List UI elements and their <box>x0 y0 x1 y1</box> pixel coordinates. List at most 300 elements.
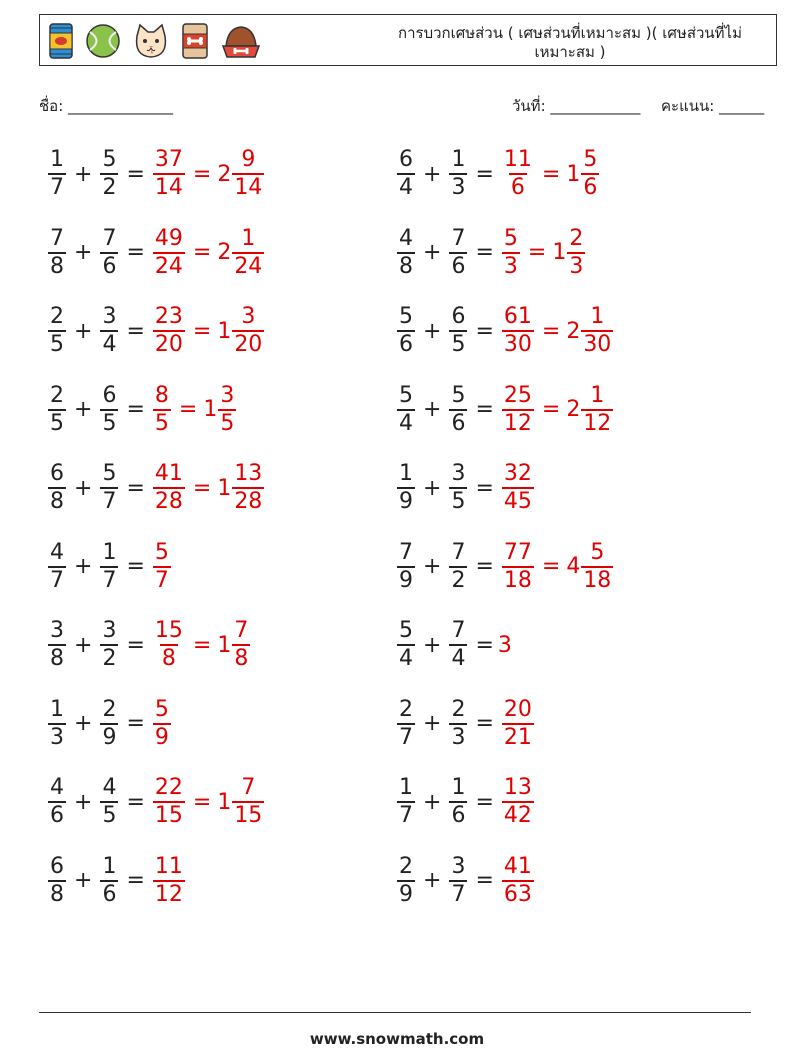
fraction <box>100 618 118 672</box>
problem-item <box>44 615 254 675</box>
answer-fraction <box>567 226 585 280</box>
denominator: 4 <box>451 646 466 671</box>
numerator: 20 <box>503 696 532 722</box>
answer <box>498 304 617 358</box>
denominator: 3 <box>569 253 584 279</box>
problem-item <box>393 144 603 204</box>
answer-fraction <box>502 147 534 201</box>
answer-fraction <box>232 775 264 829</box>
numerator: 5 <box>154 539 169 565</box>
answer <box>498 775 538 829</box>
numerator: 6 <box>50 461 64 486</box>
denominator: 24 <box>234 253 263 279</box>
plus-sign: + <box>423 632 442 658</box>
equals-sign: = <box>527 240 547 265</box>
numerator: 4 <box>50 775 64 800</box>
numerator: 7 <box>234 618 249 643</box>
fraction <box>48 775 66 829</box>
dog-bowl-icon <box>220 22 262 60</box>
denominator: 5 <box>154 410 169 436</box>
denominator: 28 <box>154 489 183 514</box>
plus-sign: + <box>423 711 442 736</box>
numerator: 2 <box>50 304 64 329</box>
equals-sign: = <box>126 318 145 344</box>
denominator: 8 <box>234 646 249 671</box>
answer-whole: 3 <box>497 632 512 658</box>
answer-fraction <box>153 854 185 908</box>
answer <box>149 618 254 672</box>
numerator: 22 <box>154 775 183 800</box>
answer-fraction <box>153 304 185 358</box>
numerator: 4 <box>399 225 413 251</box>
denominator: 2 <box>451 567 466 593</box>
denominator: 7 <box>102 567 117 593</box>
problem-item <box>393 301 617 361</box>
mixed-whole: 2 <box>217 240 232 265</box>
mixed-whole: 1 <box>217 632 232 658</box>
plus-sign: + <box>423 868 442 893</box>
answer-fraction <box>232 618 250 672</box>
numerator: 2 <box>399 853 413 879</box>
numerator: 4 <box>102 775 117 800</box>
plus-sign: + <box>74 789 93 815</box>
numerator: 1 <box>50 147 64 172</box>
problem-item <box>393 223 589 283</box>
numerator: 11 <box>154 853 183 879</box>
fraction <box>449 618 467 672</box>
answer-fraction <box>153 226 185 280</box>
denominator: 5 <box>102 410 117 436</box>
fraction <box>100 854 118 908</box>
equals-sign: = <box>192 318 212 344</box>
numerator: 77 <box>503 539 532 565</box>
fraction <box>100 383 118 437</box>
answer <box>498 697 538 751</box>
plus-sign: + <box>74 161 93 187</box>
denominator: 3 <box>50 724 64 750</box>
fraction <box>397 854 415 908</box>
denominator: 9 <box>399 489 413 514</box>
problem-item <box>44 458 268 518</box>
equals-sign: = <box>192 789 212 815</box>
problem-item <box>44 144 268 204</box>
problem-item <box>393 615 512 675</box>
plus-sign: + <box>423 475 442 501</box>
fraction <box>449 147 467 201</box>
denominator: 8 <box>50 489 64 514</box>
denominator: 9 <box>154 724 169 750</box>
denominator: 7 <box>399 724 413 750</box>
numerator: 1 <box>590 382 605 408</box>
answer <box>149 540 175 594</box>
fraction <box>397 775 415 829</box>
problem-item <box>44 694 175 754</box>
numerator: 3 <box>451 853 466 879</box>
plus-sign: + <box>74 554 93 579</box>
denominator: 4 <box>102 332 117 357</box>
mixed-whole: 1 <box>552 240 567 265</box>
denominator: 14 <box>154 175 183 200</box>
answer <box>149 461 268 515</box>
answer-fraction <box>153 540 171 594</box>
numerator: 2 <box>451 696 466 722</box>
answer-fraction <box>153 775 185 829</box>
equals-sign: = <box>475 711 494 736</box>
answer-fraction <box>502 697 534 751</box>
plus-sign: + <box>74 868 93 893</box>
plus-sign: + <box>74 475 93 501</box>
denominator: 8 <box>50 881 64 907</box>
numerator: 1 <box>50 696 64 722</box>
problem-item <box>44 380 240 440</box>
plus-sign: + <box>74 240 93 265</box>
denominator: 3 <box>451 724 466 750</box>
numerator: 5 <box>102 461 117 486</box>
answer <box>498 540 617 594</box>
plus-sign: + <box>423 789 442 815</box>
plus-sign: + <box>423 240 442 265</box>
numerator: 2 <box>50 382 64 408</box>
equals-sign: = <box>475 161 494 187</box>
fraction <box>397 304 415 358</box>
problem-item <box>44 537 175 597</box>
numerator: 1 <box>241 225 256 251</box>
denominator: 9 <box>399 881 413 907</box>
answer-fraction <box>581 147 599 201</box>
mixed-whole: 1 <box>217 789 232 815</box>
numerator: 1 <box>399 461 413 486</box>
denominator: 8 <box>161 646 176 671</box>
numerator: 5 <box>399 304 413 329</box>
numerator: 6 <box>399 147 413 172</box>
answer-fraction <box>502 854 534 908</box>
equals-sign: = <box>541 554 561 579</box>
denominator: 5 <box>50 332 64 357</box>
equals-sign: = <box>192 475 212 501</box>
denominator: 5 <box>220 410 235 436</box>
denominator: 9 <box>399 567 413 593</box>
fraction <box>48 854 66 908</box>
denominator: 30 <box>583 332 612 357</box>
numerator: 6 <box>451 304 466 329</box>
equals-sign: = <box>192 161 212 187</box>
equals-sign: = <box>475 554 494 579</box>
numerator: 7 <box>399 539 413 565</box>
denominator: 63 <box>503 881 532 907</box>
answer-fraction <box>502 540 534 594</box>
mixed-whole: 1 <box>566 161 581 187</box>
denominator: 8 <box>50 253 64 279</box>
numerator: 15 <box>154 618 183 643</box>
mixed-whole: 1 <box>217 318 232 344</box>
fraction <box>100 775 118 829</box>
problem-item <box>393 694 538 754</box>
answer-fraction <box>581 540 613 594</box>
mixed-whole: 2 <box>566 397 581 422</box>
numerator: 2 <box>399 696 413 722</box>
numerator: 49 <box>154 225 183 251</box>
numerator: 25 <box>503 382 532 408</box>
numerator: 5 <box>590 539 605 565</box>
icon-strip <box>48 21 262 61</box>
fraction <box>48 461 66 515</box>
denominator: 2 <box>102 646 117 671</box>
answer-fraction <box>502 775 534 829</box>
plus-sign: + <box>423 554 442 579</box>
treat-box-icon <box>180 22 210 60</box>
numerator: 11 <box>503 147 532 172</box>
problem-item <box>44 301 268 361</box>
equals-sign: = <box>541 161 561 187</box>
denominator: 7 <box>451 881 466 907</box>
worksheet-header <box>39 14 777 66</box>
answer-fraction <box>502 226 520 280</box>
denominator: 6 <box>102 881 117 907</box>
numerator: 13 <box>503 775 532 800</box>
problem-item <box>393 380 617 440</box>
fraction <box>100 697 118 751</box>
denominator: 8 <box>399 253 413 279</box>
fraction <box>48 147 66 201</box>
fraction <box>397 461 415 515</box>
numerator: 32 <box>503 461 532 486</box>
fraction <box>100 226 118 280</box>
equals-sign: = <box>541 397 561 422</box>
numerator: 7 <box>451 618 466 643</box>
answer-fraction <box>153 461 185 515</box>
denominator: 4 <box>399 410 413 436</box>
numerator: 8 <box>154 382 169 408</box>
mixed-whole: 1 <box>217 475 232 501</box>
numerator: 5 <box>399 382 413 408</box>
fraction <box>449 383 467 437</box>
denominator: 15 <box>234 803 263 828</box>
equals-sign: = <box>475 318 494 344</box>
numerator: 1 <box>102 539 117 565</box>
denominator: 6 <box>451 253 466 279</box>
fraction <box>449 854 467 908</box>
score-field: คะแนน: ______ <box>661 97 765 115</box>
fraction <box>397 540 415 594</box>
denominator: 3 <box>451 175 466 200</box>
fraction <box>100 461 118 515</box>
fraction <box>449 226 467 280</box>
numerator: 1 <box>451 147 466 172</box>
numerator: 1 <box>590 304 605 329</box>
denominator: 6 <box>50 803 64 828</box>
numerator: 6 <box>50 853 64 879</box>
fraction <box>449 304 467 358</box>
plus-sign: + <box>423 161 442 187</box>
answer-fraction <box>153 383 171 437</box>
denominator: 45 <box>503 489 532 514</box>
equals-sign: = <box>475 632 494 658</box>
fraction <box>397 226 415 280</box>
denominator: 6 <box>510 175 525 200</box>
numerator: 3 <box>220 382 235 408</box>
denominator: 5 <box>451 489 466 514</box>
fraction <box>48 304 66 358</box>
denominator: 7 <box>50 567 64 593</box>
numerator: 2 <box>569 225 584 251</box>
answer-fraction <box>502 461 534 515</box>
denominator: 9 <box>102 724 117 750</box>
numerator: 7 <box>451 539 466 565</box>
fraction <box>397 147 415 201</box>
denominator: 7 <box>102 489 117 514</box>
denominator: 30 <box>503 332 532 357</box>
answer <box>498 854 538 908</box>
answer <box>498 461 538 515</box>
date-field: วันที่: ____________ <box>512 97 641 115</box>
problem-item <box>44 223 268 283</box>
answer <box>498 633 512 658</box>
equals-sign: = <box>126 868 145 893</box>
equals-sign: = <box>126 397 145 422</box>
denominator: 15 <box>154 803 183 828</box>
denominator: 6 <box>451 803 466 828</box>
numerator: 7 <box>451 225 466 251</box>
tennis-ball-icon <box>84 22 122 60</box>
fraction <box>449 461 467 515</box>
denominator: 12 <box>583 410 612 436</box>
fraction <box>100 540 118 594</box>
numerator: 3 <box>102 304 117 329</box>
answer-fraction <box>153 147 185 201</box>
footer-divider <box>39 1012 751 1013</box>
numerator: 5 <box>102 147 117 172</box>
fraction <box>449 775 467 829</box>
numerator: 7 <box>102 225 117 251</box>
fraction <box>100 147 118 201</box>
equals-sign: = <box>475 789 494 815</box>
numerator: 61 <box>503 304 532 329</box>
fraction <box>48 383 66 437</box>
denominator: 21 <box>503 724 532 750</box>
denominator: 12 <box>154 881 183 907</box>
equals-sign: = <box>126 554 145 579</box>
cat-face-icon <box>132 22 170 60</box>
numerator: 5 <box>399 618 413 643</box>
denominator: 8 <box>50 646 64 671</box>
denominator: 4 <box>399 646 413 671</box>
numerator: 13 <box>234 461 263 486</box>
problem-item <box>393 772 538 832</box>
equals-sign: = <box>126 161 145 187</box>
answer-fraction <box>581 304 613 358</box>
mixed-whole: 2 <box>217 161 232 187</box>
equals-sign: = <box>475 868 494 893</box>
answer <box>149 147 268 201</box>
answer <box>149 697 175 751</box>
numerator: 2 <box>102 696 117 722</box>
denominator: 18 <box>583 567 612 593</box>
fraction <box>48 618 66 672</box>
fraction <box>397 618 415 672</box>
equals-sign: = <box>126 711 145 736</box>
answer <box>498 226 589 280</box>
numerator: 5 <box>503 225 518 251</box>
fraction <box>100 304 118 358</box>
footer-url: www.snowmath.com <box>309 1030 485 1048</box>
fraction <box>449 540 467 594</box>
problem-item <box>44 851 189 911</box>
plus-sign: + <box>74 632 93 658</box>
denominator: 6 <box>583 175 598 200</box>
fraction <box>397 383 415 437</box>
problem-item <box>393 851 538 911</box>
denominator: 2 <box>102 175 117 200</box>
numerator: 7 <box>241 775 256 800</box>
can-icon <box>48 22 74 60</box>
equals-sign: = <box>475 475 494 501</box>
denominator: 20 <box>234 332 263 357</box>
answer-fraction <box>218 383 236 437</box>
worksheet-title: การบวกเศษส่วน ( เศษส่วนที่เหมาะสม )( เศษส่วนที่ไม่เหมาะสม ) <box>398 24 742 61</box>
equals-sign: = <box>126 632 145 658</box>
mixed-whole: 1 <box>203 397 218 422</box>
denominator: 20 <box>154 332 183 357</box>
problem-item <box>393 458 538 518</box>
numerator: 23 <box>154 304 183 329</box>
numerator: 5 <box>583 147 598 172</box>
equals-sign: = <box>192 240 212 265</box>
denominator: 12 <box>503 410 532 436</box>
answer-fraction <box>153 618 185 672</box>
equals-sign: = <box>126 475 145 501</box>
answer-fraction <box>153 697 171 751</box>
denominator: 7 <box>50 175 64 200</box>
fraction <box>48 697 66 751</box>
answer-fraction <box>232 304 264 358</box>
numerator: 3 <box>102 618 117 643</box>
mixed-whole: 4 <box>566 554 581 579</box>
answer-fraction <box>502 304 534 358</box>
fraction <box>449 697 467 751</box>
numerator: 3 <box>451 461 466 486</box>
plus-sign: + <box>423 397 442 422</box>
denominator: 6 <box>451 410 466 436</box>
answer-fraction <box>232 461 264 515</box>
plus-sign: + <box>74 711 93 736</box>
fraction <box>48 540 66 594</box>
equals-sign: = <box>126 240 145 265</box>
equals-sign: = <box>541 318 561 344</box>
numerator: 5 <box>154 696 169 722</box>
numerator: 41 <box>503 853 532 879</box>
answer <box>498 383 617 437</box>
name-field: ชื่อ: ______________ <box>39 97 174 115</box>
answer <box>149 854 189 908</box>
numerator: 9 <box>241 147 256 172</box>
denominator: 7 <box>154 567 169 593</box>
denominator: 5 <box>50 410 64 436</box>
numerator: 3 <box>241 304 256 329</box>
equals-sign: = <box>475 240 494 265</box>
denominator: 6 <box>102 253 117 279</box>
denominator: 7 <box>399 803 413 828</box>
equals-sign: = <box>178 397 198 422</box>
numerator: 37 <box>154 147 183 172</box>
answer-fraction <box>581 383 613 437</box>
denominator: 14 <box>234 175 263 200</box>
equals-sign: = <box>126 789 145 815</box>
answer-fraction <box>232 147 264 201</box>
denominator: 4 <box>399 175 413 200</box>
answer <box>149 775 268 829</box>
denominator: 18 <box>503 567 532 593</box>
numerator: 41 <box>154 461 183 486</box>
